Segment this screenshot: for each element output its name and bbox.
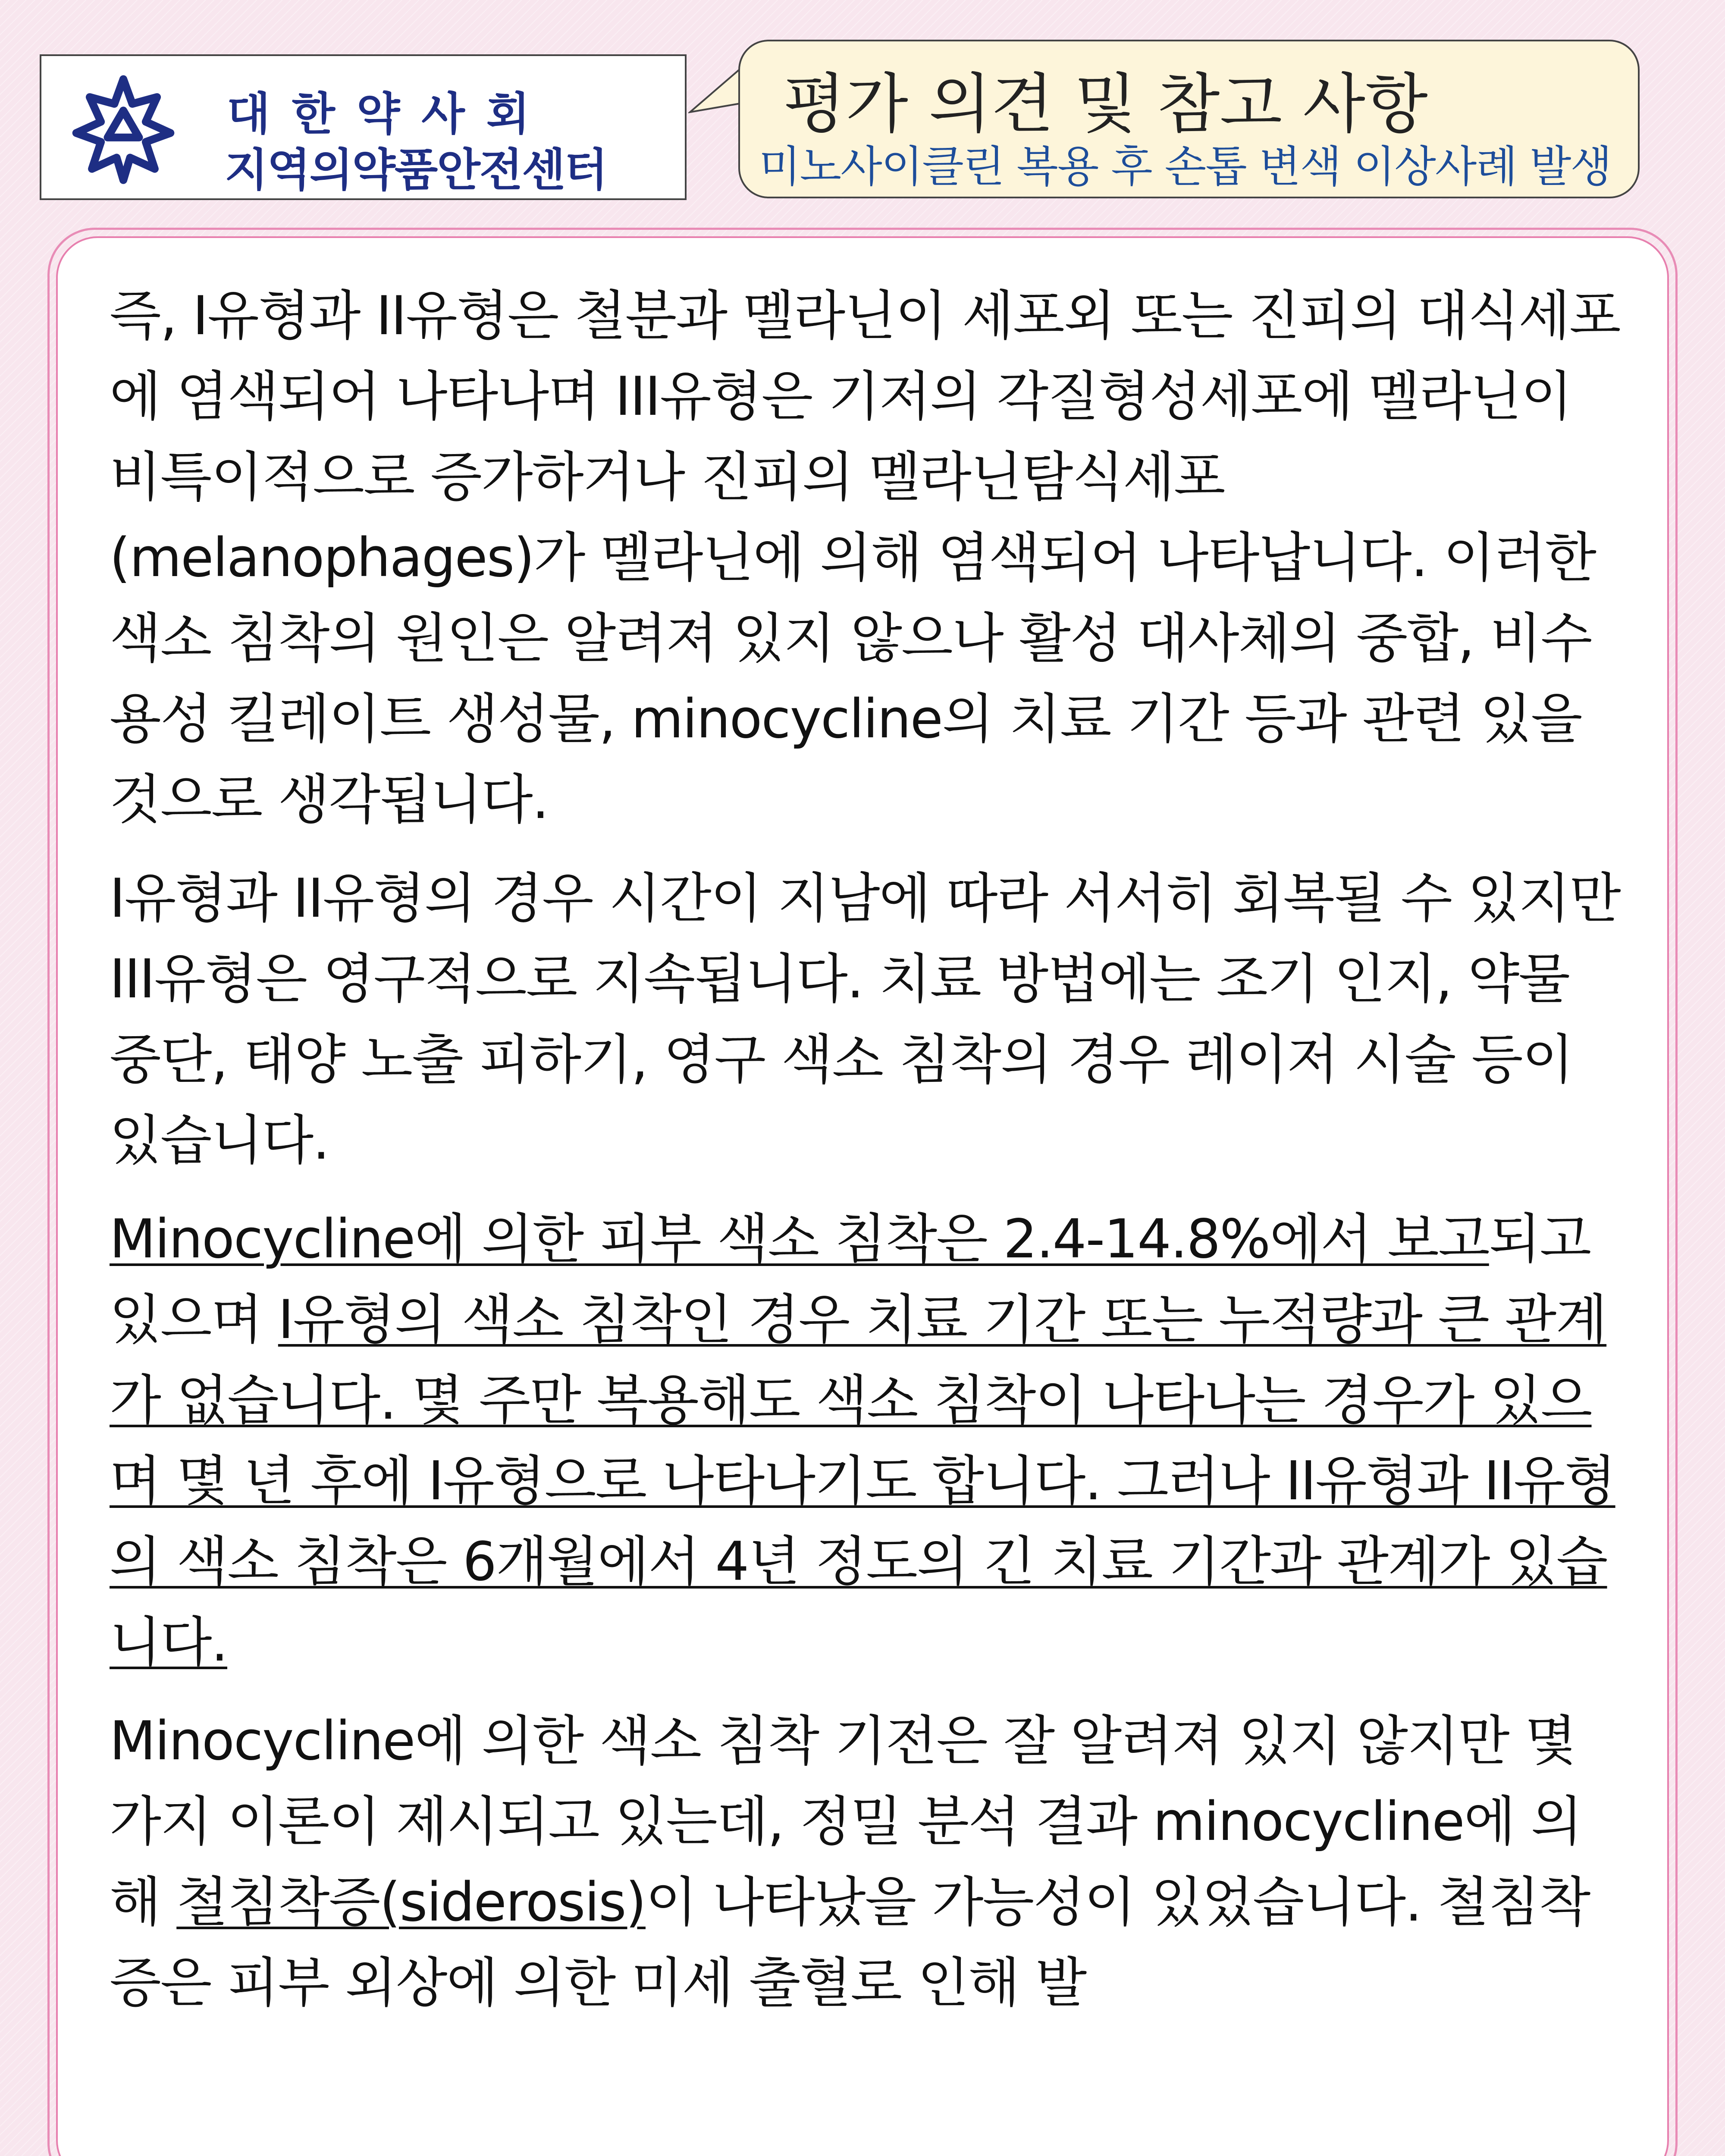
page-subtitle: 미노사이클린 복용 후 손톱 변색 이상사례 발생 (759, 141, 1611, 192)
logo-box (40, 54, 687, 200)
paragraph-3-mid: 되고 있으며 (110, 1208, 1591, 1351)
article-body (110, 276, 1623, 2024)
bubble-tail (688, 65, 742, 134)
paragraph-3-underline-2: I유형의 색소 침착인 경우 치료 기간 또는 누적량과 큰 관계가 없습니다. 몇 주만 복용해도 색소 침착이 나타나는 경우가 있으며 몇 년 후에 I유형으로 나타나기도 합니다. 그러나 II유형과 II유형의 색소 침착은 6개월에서 4년 정도의 긴 치료 기간과 관계가 있습니다. (110, 1289, 1615, 1673)
paragraph-3-underline-1: Minocycline에 의한 피부 색소 침착은 2.4-14.8%에서 보고 (110, 1208, 1489, 1270)
paragraph-3 (110, 1199, 1623, 1683)
paragraph-4 (110, 1701, 1623, 2024)
page-title: 평가 의견 및 참고 사항 (783, 67, 1428, 142)
paragraph-4-underline: 철침착증(siderosis) (176, 1871, 646, 1934)
paragraph-4-a: Minocycline에 의한 색소 침착 기전은 잘 알려져 있지 않지만 몇 가지 이론이 제시되고 있는데, 정밀 분석 결과 minocycline에 의해 (110, 1710, 1582, 1934)
header-bubble (738, 40, 1640, 198)
paragraph-2: I유형과 II유형의 경우 시간이 지남에 따라 서서히 회복될 수 있지만 III유형은 영구적으로 지속됩니다. 치료 방법에는 조기 인지, 약물 중단, 태양 노출 피하기, 영구 색소 침착의 경우 레이저 시술 등이 있습니다. (110, 868, 1620, 1172)
content-card (56, 236, 1669, 2156)
paragraph-1: 즉, I유형과 II유형은 철분과 멜라닌이 세포외 또는 진피의 대식세포에 염색되어 나타나며 III유형은 기저의 각질형성세포에 멜라닌이 비특이적으로 증가하거나 진피의 멜라닌탐식세포(melanophages)가 멜라닌에 의해 염색되어 나타납니다. 이러한 색소 침착의 원인은 알려져 있지 않으나 활성 대사체의 중합, 비수용성 킬레이트 생성물, minocycline의 치료 기간 등과 관련 있을 것으로 생각됩니다. (110, 285, 1620, 831)
logo-subtitle: 지역의약품안전센터 (225, 144, 607, 196)
pharmacy-association-emblem-icon (67, 72, 179, 185)
logo-title: 대한약사회 (227, 88, 552, 140)
paragraph-4-b: 이 나타났을 가능성이 있었습니다. 철침착증은 피부 외상에 의한 미세 출혈로 인해 발 (110, 1871, 1590, 2014)
